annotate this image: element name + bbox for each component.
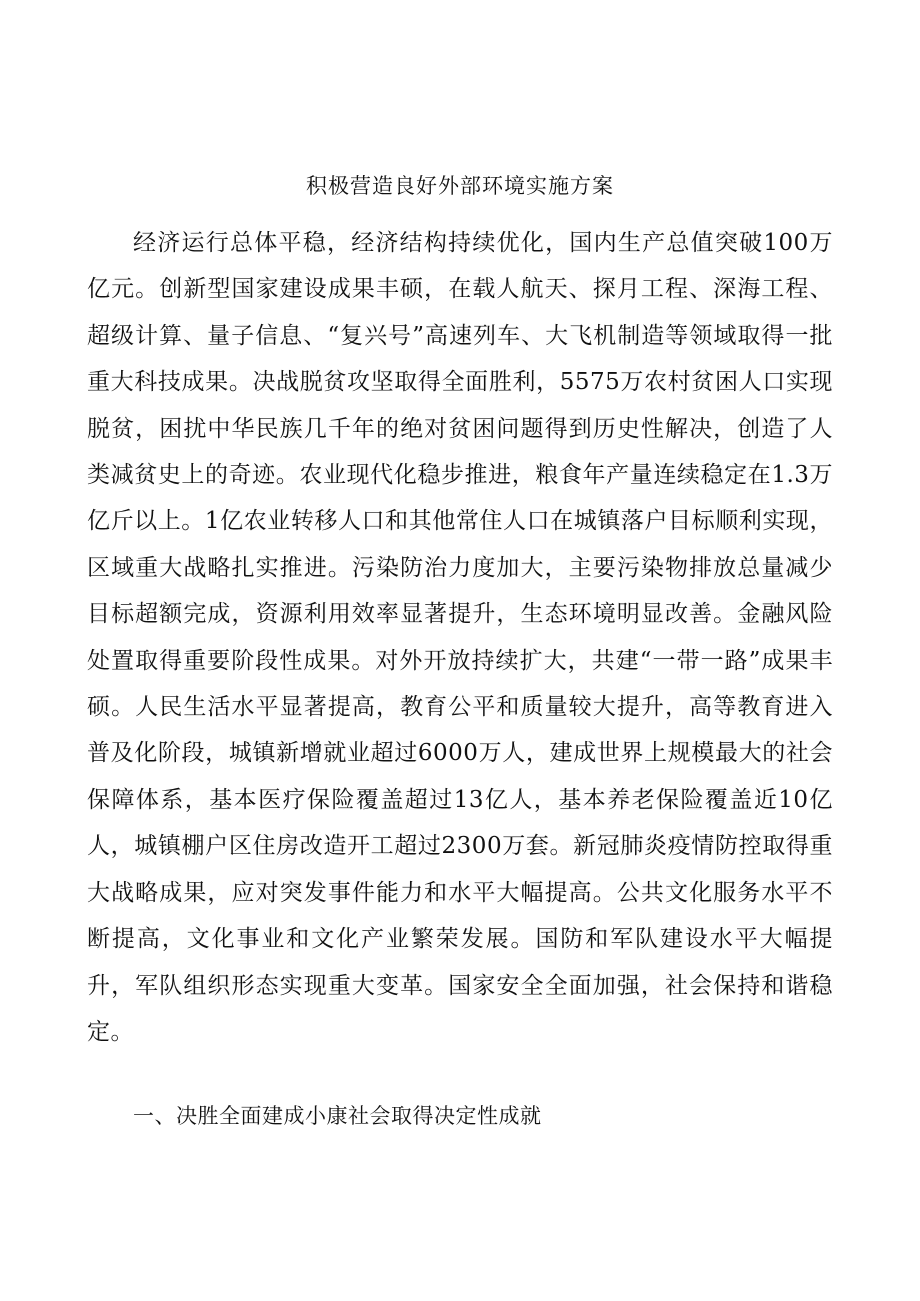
section-heading: 一、决胜全面建成小康社会取得决定性成就 xyxy=(133,1104,542,1128)
body-paragraph: 经济运行总体平稳，经济结构持续优化，国内生产总值突破100万亿元。创新型国家建设成果丰硕，在载人航天、探月工程、深海工程、超级计算、量子信息、“复兴号”高速列车、大飞机制造等领域取得一批重大科技成果。决战脱贫攻坚取得全面胜利，5575万农村贫困人口实现脱贫，困扰中华民族几千年的绝对贫困问题得到历史性解决，创造了人类减贫史上的奇迹。农业现代化稳步推进，粮食年产量连续稳定在1.3万亿斤以上。1亿农业转移人口和其他常住人口在城镇落户目标顺利实现，区域重大战略扎实推进。污染防治力度加大，主要污染物排放总量减少目标超额完成，资源利用效率显著提升，生态环境明显改善。金融风险处置取得重要阶段性成果。对外开放持续扩大，共建“一带一路”成果丰硕。人民生活水平显著提高，教育公平和质量较大提升，高等教育进入普及化阶段，城镇新增就业超过6000万人，建成世界上规模最大的社会保障体系，基本医疗保险覆盖超过13亿人，基本养老保险覆盖近10亿人，城镇棚户区住房改造开工超过2300万套。新冠肺炎疫情防控取得重大战略成果，应对突发事件能力和水平大幅提高。公共文化服务水平不断提高，文化事业和文化产业繁荣发展。国防和军队建设水平大幅提升，军队组织形态实现重大变革。国家安全全面加强，社会保持和谐稳定。 xyxy=(87,230,833,1045)
document-title: 积极营造良好外部环境实施方案 xyxy=(306,174,614,198)
